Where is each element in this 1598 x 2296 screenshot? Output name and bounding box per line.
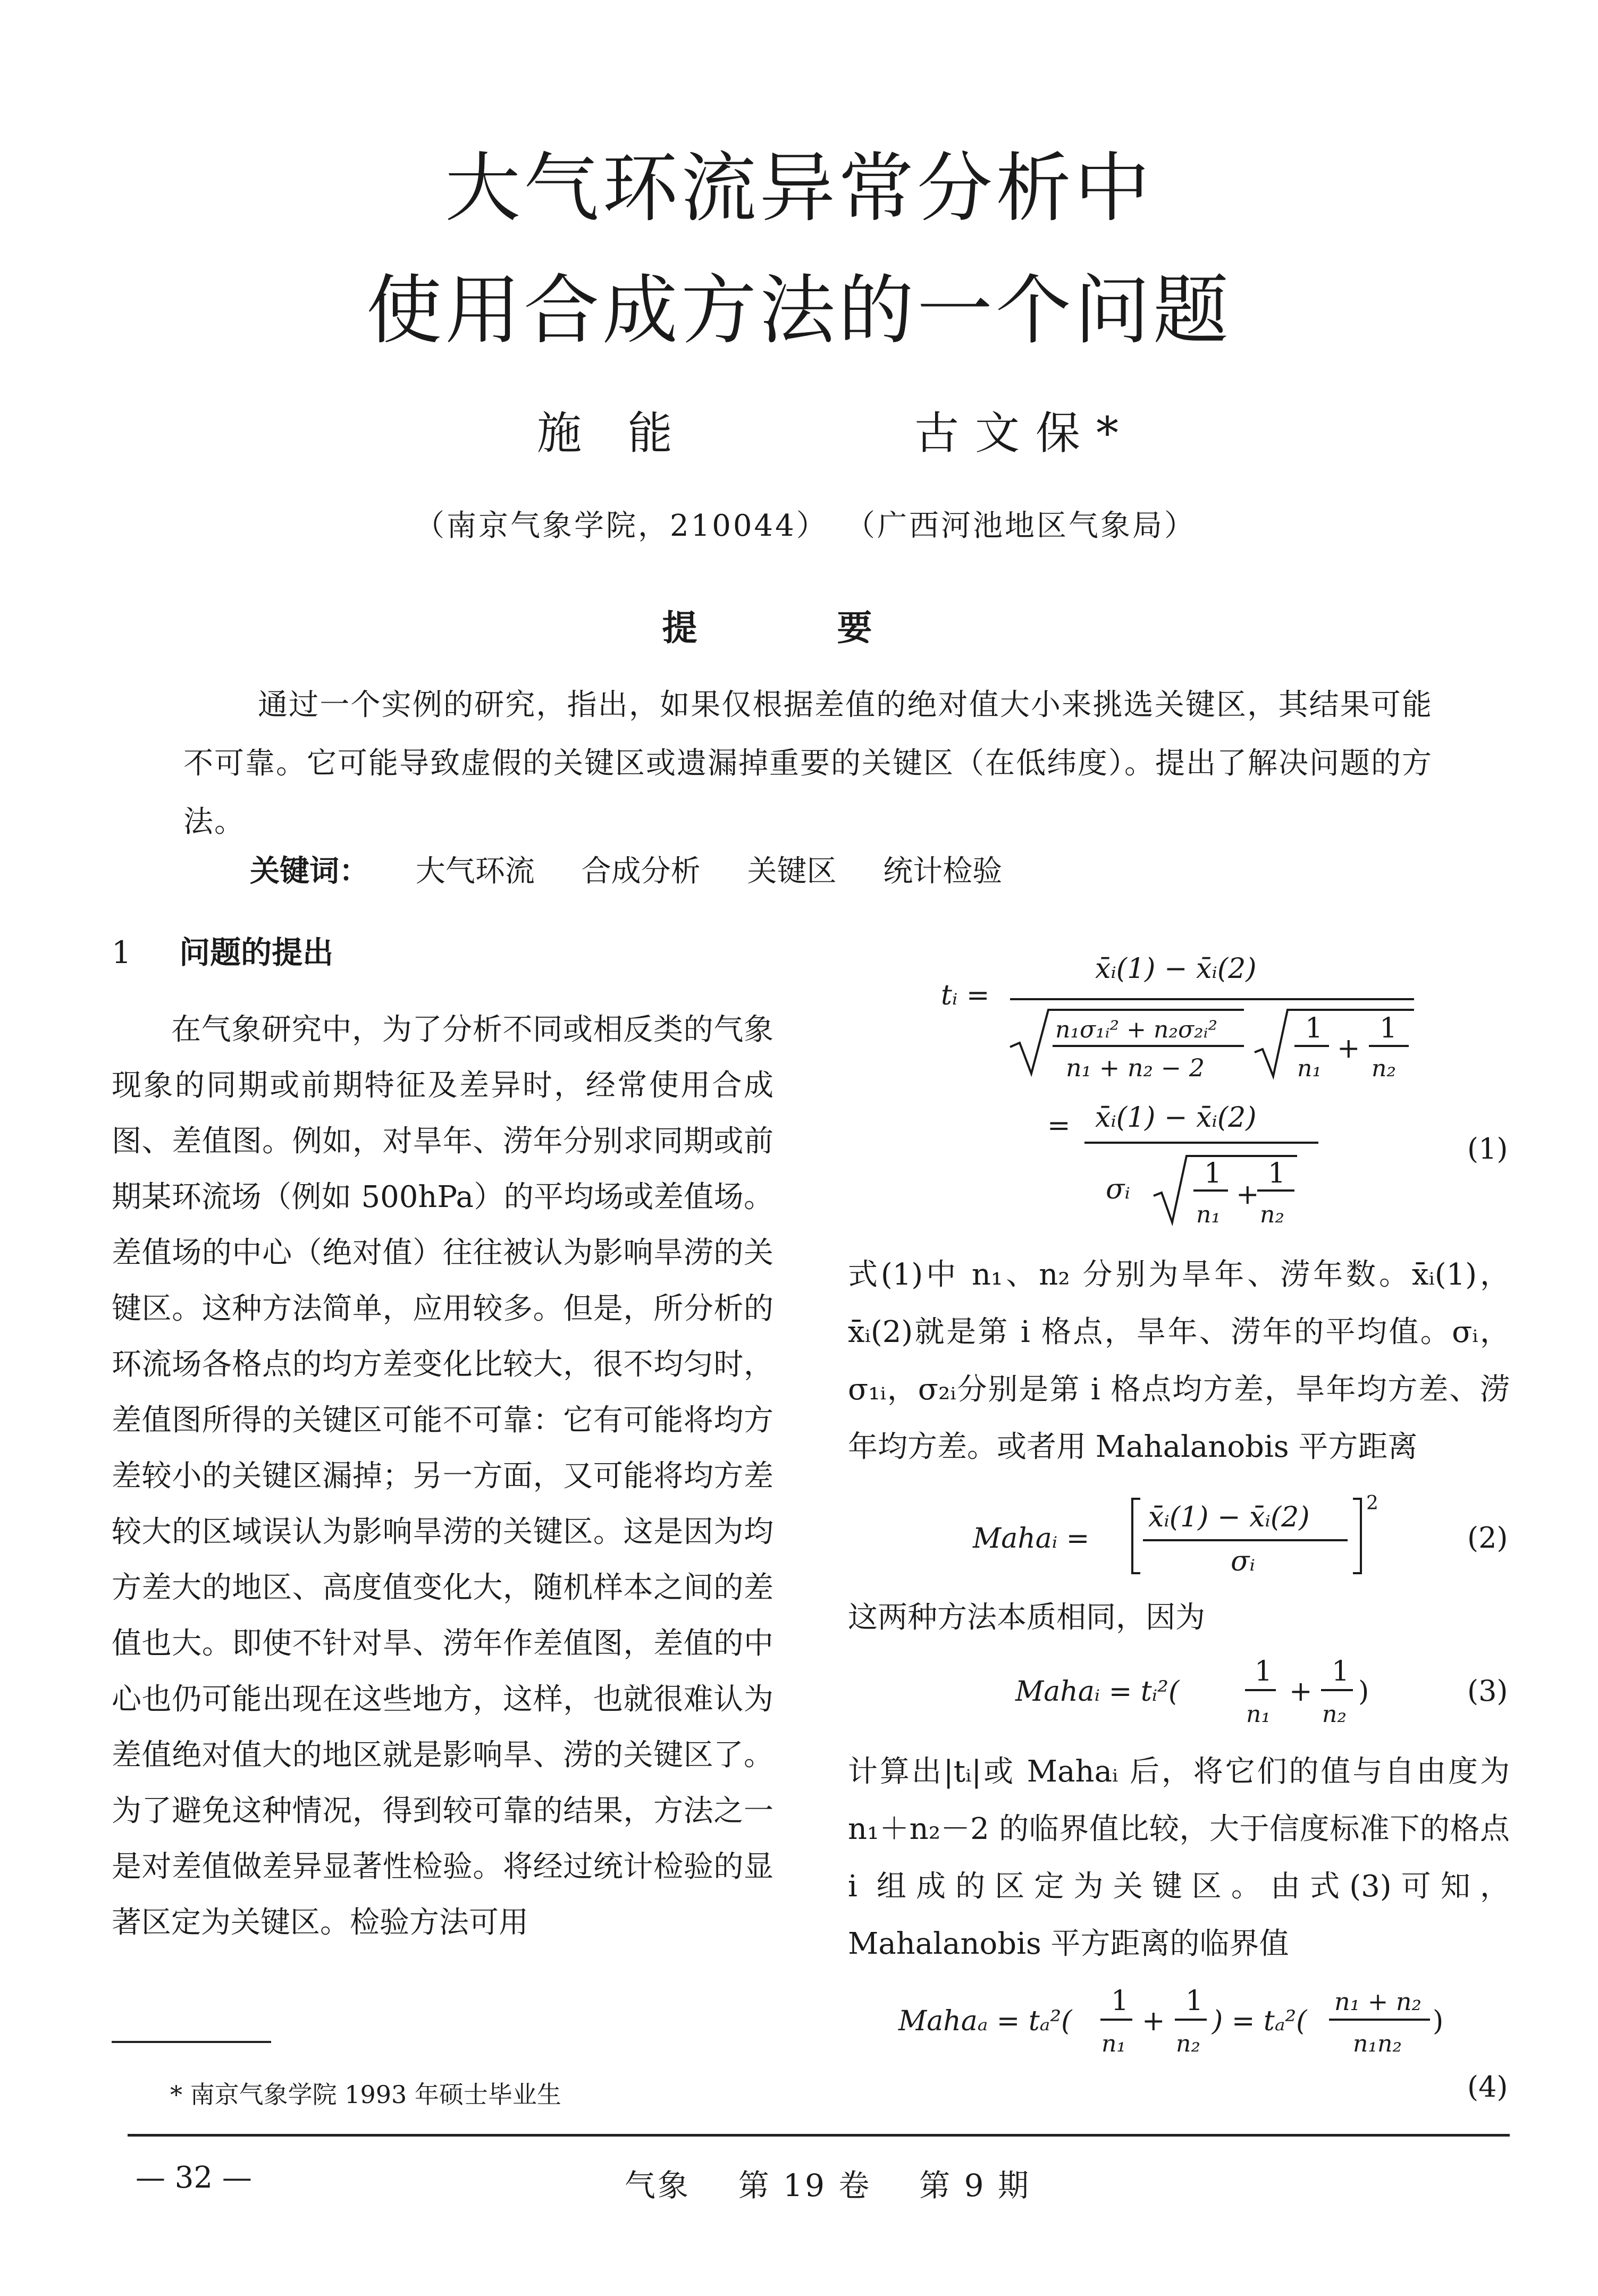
affiliation-1: （南京气象学院，210044）: [415, 509, 828, 543]
keyword-item: 统计检验: [883, 854, 1003, 889]
eq4-close: ): [1433, 2005, 1444, 2037]
eq3-number: (3): [1467, 1674, 1508, 1708]
eq1-one-a: 1: [1305, 1012, 1323, 1044]
eq4-mid: ) = tₐ²(: [1212, 2005, 1307, 2037]
eq1-one-b: 1: [1380, 1012, 1398, 1044]
eq4-den: n₁n₂: [1353, 2030, 1402, 2057]
left-column: [112, 1002, 773, 1951]
paragraph: 式(1)中 n₁、n₂ 分别为旱年、涝年数。x̄ᵢ(1)，x̄ᵢ(2)就是第 i 格点，旱年、涝年的平均值。σᵢ，σ₁ᵢ，σ₂ᵢ分别是第 i 格点均方差，旱年均方差、涝年均方差。或者用 Mahalanobis 平方距离: [848, 1257, 1510, 1464]
eq1-plus-a: +: [1337, 1033, 1360, 1065]
eq4-lhs: Mahaₐ = tₐ²(: [898, 2005, 1072, 2037]
eq1-equals: =: [1047, 1110, 1071, 1142]
eq1-num-a: n₁σ₁ᵢ² + n₂σ₂ᵢ²: [1055, 1016, 1218, 1043]
affiliation-2: （广西河池地区气象局）: [845, 509, 1196, 543]
eq1-den-a: n₁ + n₂ − 2: [1066, 1053, 1205, 1082]
footnote: * 南京气象学院 1993 年硕士毕业生: [170, 2080, 561, 2109]
eq4-num: n₁ + n₂: [1334, 1987, 1422, 2016]
equation-1: [851, 946, 1520, 1244]
eq4-plus: +: [1142, 2005, 1165, 2037]
section-heading: [112, 927, 333, 972]
eq3-one-a: 1: [1255, 1656, 1273, 1687]
equation-3: [851, 1648, 1520, 1738]
eq2-lhs: Mahaᵢ =: [973, 1523, 1090, 1555]
right-column-text-3: [848, 1743, 1510, 1973]
eq3-n1: n₁: [1246, 1701, 1271, 1728]
eq4-n2: n₂: [1176, 2030, 1200, 2057]
right-column-text-2: [848, 1589, 1510, 1647]
eq1-one-c: 1: [1204, 1158, 1222, 1189]
title-line-1: 大气环流异常分析中: [445, 145, 1153, 232]
eq1-n2-a: n₂: [1372, 1055, 1396, 1082]
abstract-text: 通过一个实例的研究，指出，如果仅根据差值的绝对值大小来挑选关键区，其结果可能不可靠。它可能导致虚假的关键区或遗漏掉重要的关键区（在低纬度）。提出了解决问题的方法。: [183, 688, 1433, 839]
eq2-number: (2): [1467, 1521, 1508, 1555]
eq3-one-b: 1: [1332, 1656, 1350, 1687]
keywords: [250, 848, 1002, 890]
keywords-label: 关键词：: [250, 854, 369, 889]
eq4-n1: n₁: [1101, 2030, 1126, 2057]
eq3-n2: n₂: [1322, 1701, 1347, 1728]
paper-title: [0, 128, 1598, 372]
author-2: 古文保*: [914, 407, 1135, 459]
eq3-lhs: Mahaᵢ = tᵢ²(: [1015, 1676, 1180, 1708]
paragraph: 计算出|tᵢ|或 Mahaᵢ 后，将它们的值与自由度为 n₁＋n₂－2 的临界值比较，大于信度标准下的格点 i 组成的区定为关键区。由式(3)可知，Mahalanobis 平方距离的临界值: [848, 1754, 1510, 1961]
eq4-number: (4): [1467, 2070, 1508, 2104]
eq1-number: (1): [1467, 1132, 1508, 1166]
page-number: — 32 —: [136, 2160, 252, 2195]
eq1-plus-b: +: [1236, 1179, 1259, 1211]
eq3-plus: +: [1289, 1676, 1313, 1708]
keyword-item: 关键区: [747, 854, 837, 889]
eq1-sigma: σᵢ: [1106, 1174, 1130, 1205]
section-number: 1: [112, 934, 131, 970]
equation-2: [851, 1488, 1520, 1584]
keyword-item: 大气环流: [415, 854, 535, 889]
author-1: 施 能: [537, 407, 688, 459]
section-title: 问题的提出: [179, 934, 334, 970]
keyword-item: 合成分析: [581, 854, 701, 889]
abstract-body: [183, 676, 1433, 851]
footer-rule: [128, 2134, 1510, 2137]
eq2-denominator: σᵢ: [1231, 1546, 1255, 1577]
eq1-one-d: 1: [1268, 1158, 1286, 1189]
eq3-close: ): [1358, 1676, 1369, 1708]
eq1-n1-a: n₁: [1297, 1055, 1322, 1082]
title-line-2: 使用合成方法的一个问题: [366, 267, 1232, 354]
equation-4: [851, 1977, 1520, 2126]
eq1-numerator: x̄ᵢ(1) − x̄ᵢ(2): [1095, 953, 1257, 985]
eq1-numerator-2: x̄ᵢ(1) − x̄ᵢ(2): [1095, 1102, 1257, 1134]
footnote-rule: [112, 2041, 271, 2043]
journal-info: 气象 第 19 卷 第 9 期: [625, 2167, 1031, 2204]
paragraph: 在气象研究中，为了分析不同或相反类的气象现象的同期或前期特征及差异时，经常使用合成图、差值图。例如，对旱年、涝年分别求同期或前期某环流场（例如 500hPa）的平均场或差值场。差值场的中心（绝对值）往往被认为影响旱涝的关键区。这种方法简单，应用较多。但是，所分析的环流场各格点的均方差变化比较大，很不均匀时，差值图所得的关键区可能不可靠：它有可能将均方差较小的关键区漏掉；另一方面，又可能将均方差较大的区域误认为影响旱涝的关键区。这是因为均方差大的地区、高度值变化大，随机样本之间的差值也大。即使不针对旱、涝年作差值图，差值的中心也仍可能出现在这些地方，这样，也就很难认为差值绝对值大的地区就是影响旱、涝的关键区了。为了避免这种情况，得到较可靠的结果，方法之一是对差值做差异显著性检验。将经过统计检验的显著区定为关键区。检验方法可用: [112, 1012, 773, 1940]
eq1-n2-b: n₂: [1260, 1201, 1284, 1228]
eq1-n1-b: n₁: [1196, 1201, 1221, 1228]
eq4-one-b: 1: [1185, 1985, 1204, 2017]
paragraph: 这两种方法本质相同，因为: [848, 1600, 1205, 1635]
abstract-heading: 提 要: [662, 607, 936, 648]
right-column-text-1: [848, 1246, 1510, 1476]
eq1-lhs: tᵢ =: [941, 980, 990, 1011]
eq4-one-a: 1: [1111, 1985, 1129, 2017]
eq2-numerator: x̄ᵢ(1) − x̄ᵢ(2): [1148, 1501, 1310, 1533]
eq2-exponent: 2: [1366, 1492, 1378, 1514]
